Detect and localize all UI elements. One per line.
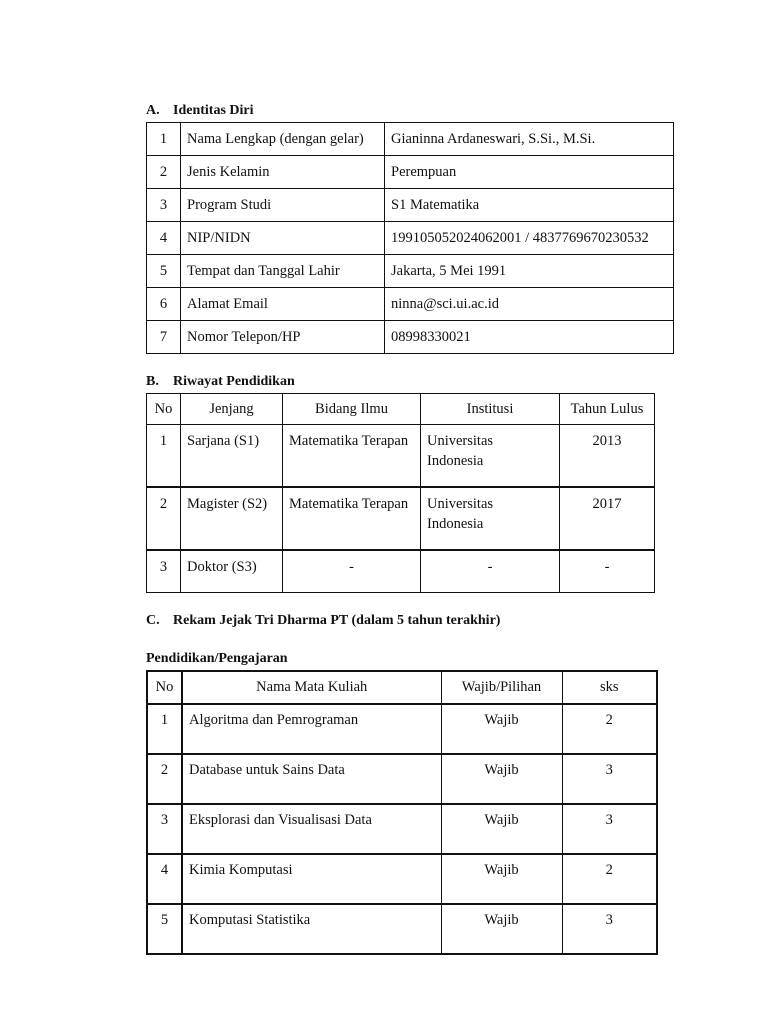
identity-row [147, 222, 674, 255]
education-row [147, 487, 655, 550]
education-bidang: Matematika Terapan [283, 487, 421, 550]
education-tahun: 2017 [560, 487, 655, 550]
education-no: 3 [147, 550, 181, 593]
identity-row [147, 288, 674, 321]
education-row [147, 550, 655, 593]
identity-value: 08998330021 [385, 321, 674, 354]
course-nama: Algoritma dan Pemrograman [182, 704, 441, 754]
section-c-subtitle: Pendidikan/Pengajaran [146, 651, 288, 666]
education-header-tahun: Tahun Lulus [560, 394, 655, 425]
identity-label: NIP/NIDN [181, 222, 385, 255]
course-sks: 2 [562, 704, 657, 754]
courses-header-jenis: Wajib/Pilihan [441, 671, 562, 704]
identity-value: 199105052024062001 / 4837769670230532 [385, 222, 674, 255]
identity-no: 4 [147, 222, 181, 255]
course-nama: Komputasi Statistika [182, 904, 441, 954]
education-no: 2 [147, 487, 181, 550]
course-jenis: Wajib [441, 704, 562, 754]
course-jenis: Wajib [441, 854, 562, 904]
identity-row [147, 123, 674, 156]
course-jenis: Wajib [441, 754, 562, 804]
identity-label: Nomor Telepon/HP [181, 321, 385, 354]
education-tahun: - [560, 550, 655, 593]
identity-no: 1 [147, 123, 181, 156]
identity-label: Jenis Kelamin [181, 156, 385, 189]
courses-header-sks: sks [562, 671, 657, 704]
course-sks: 3 [562, 804, 657, 854]
identity-no: 7 [147, 321, 181, 354]
courses-header-nama: Nama Mata Kuliah [182, 671, 441, 704]
course-no: 3 [147, 804, 182, 854]
course-no: 5 [147, 904, 182, 954]
course-no: 2 [147, 754, 182, 804]
course-sks: 2 [562, 854, 657, 904]
education-institusi: Universitas Indonesia [421, 425, 560, 488]
education-institusi: Universitas Indonesia [421, 487, 560, 550]
course-nama: Eksplorasi dan Visualisasi Data [182, 804, 441, 854]
section-c-letter: C. [146, 613, 160, 628]
courses-table [146, 670, 658, 955]
education-tahun: 2013 [560, 425, 655, 488]
education-bidang: Matematika Terapan [283, 425, 421, 488]
course-jenis: Wajib [441, 804, 562, 854]
education-table [146, 393, 655, 593]
course-row [147, 904, 657, 954]
identity-value: ninna@sci.ui.ac.id [385, 288, 674, 321]
section-a-letter: A. [146, 103, 160, 118]
courses-header-row [147, 671, 657, 704]
identity-row [147, 321, 674, 354]
course-row [147, 854, 657, 904]
section-b-letter: B. [146, 374, 159, 389]
course-nama: Database untuk Sains Data [182, 754, 441, 804]
identity-row [147, 156, 674, 189]
education-jenjang: Doktor (S3) [181, 550, 283, 593]
identity-no: 5 [147, 255, 181, 288]
course-no: 1 [147, 704, 182, 754]
section-c-heading [146, 613, 500, 629]
identity-no: 2 [147, 156, 181, 189]
identity-value: S1 Matematika [385, 189, 674, 222]
identity-value: Jakarta, 5 Mei 1991 [385, 255, 674, 288]
section-c-title: Rekam Jejak Tri Dharma PT (dalam 5 tahun terakhir) [173, 613, 501, 628]
education-no: 1 [147, 425, 181, 488]
identity-value: Gianinna Ardaneswari, S.Si., M.Si. [385, 123, 674, 156]
identity-row [147, 255, 674, 288]
education-header-row [147, 394, 655, 425]
identity-table [146, 122, 674, 354]
section-a-title: Identitas Diri [173, 103, 254, 118]
course-row [147, 804, 657, 854]
courses-header-no: No [147, 671, 182, 704]
course-no: 4 [147, 854, 182, 904]
section-a-heading [146, 103, 254, 119]
course-sks: 3 [562, 754, 657, 804]
education-bidang: - [283, 550, 421, 593]
identity-label: Tempat dan Tanggal Lahir [181, 255, 385, 288]
course-nama: Kimia Komputasi [182, 854, 441, 904]
education-header-no: No [147, 394, 181, 425]
section-b-heading [146, 374, 295, 390]
education-jenjang: Magister (S2) [181, 487, 283, 550]
education-institusi: - [421, 550, 560, 593]
identity-label: Nama Lengkap (dengan gelar) [181, 123, 385, 156]
course-jenis: Wajib [441, 904, 562, 954]
identity-label: Alamat Email [181, 288, 385, 321]
education-row [147, 425, 655, 488]
education-header-jenjang: Jenjang [181, 394, 283, 425]
course-row [147, 754, 657, 804]
identity-value: Perempuan [385, 156, 674, 189]
education-header-institusi: Institusi [421, 394, 560, 425]
education-jenjang: Sarjana (S1) [181, 425, 283, 488]
section-b-title: Riwayat Pendidikan [173, 374, 295, 389]
course-row [147, 704, 657, 754]
identity-no: 3 [147, 189, 181, 222]
identity-label: Program Studi [181, 189, 385, 222]
course-sks: 3 [562, 904, 657, 954]
identity-row [147, 189, 674, 222]
education-header-bidang: Bidang Ilmu [283, 394, 421, 425]
identity-no: 6 [147, 288, 181, 321]
